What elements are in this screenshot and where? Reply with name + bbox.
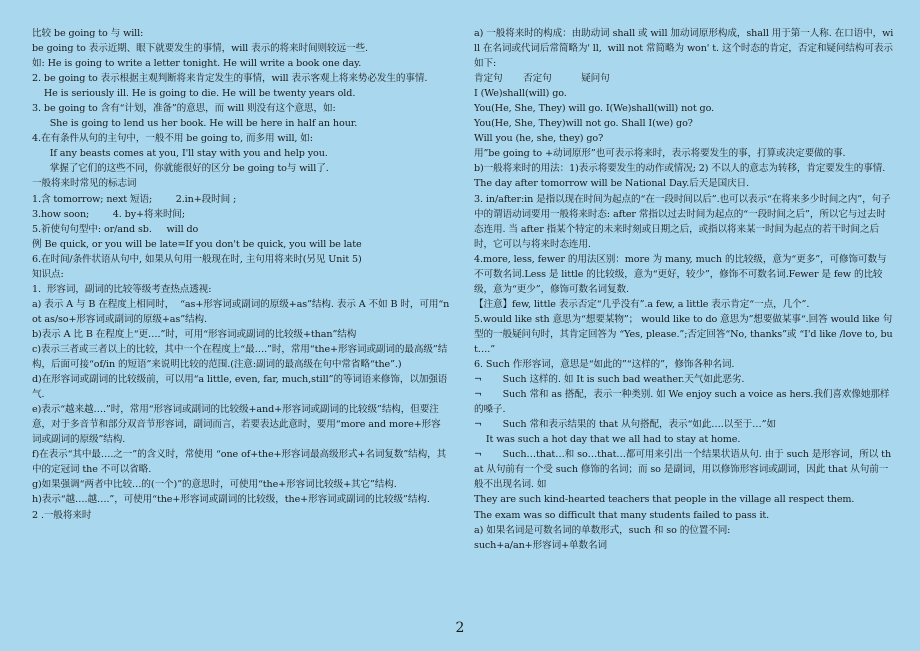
paragraph: 掌握了它们的这些不同，你就能很好的区分 be going to与 will了.	[32, 163, 329, 175]
paragraph: 比较 be going to 与 will:	[32, 28, 144, 39]
paragraph: 1.含 tomorrow; next 短语; 2.in+段时间 ;	[32, 193, 237, 205]
paragraph: You(He, She, They)will not go. Shall I(we) go?	[474, 118, 693, 130]
paragraph: You(He, She, They) will go. I(We)shall(will) not go.	[474, 103, 715, 115]
paragraph: 6. Such 作形容词，意思是“如此的”“这样的”，修饰各种名词.	[474, 359, 735, 371]
paragraph: ¬ Such 常和 as 搭配，表示一种类别. 如 We enjoy such a voice as hers.我们喜欢像她那样的嗓子.	[474, 389, 890, 416]
paragraph: a) 一般将来时的构成：由助动词 shall 或 will 加动词原形构成，shall 用于第一人称. 在口语中，will 在名词或代词后常简略为' ll, will not 常简略为 won' t. 这个时态的肯定，否定和疑问结构可表示如下:	[474, 28, 894, 70]
paragraph: f)在表示“其中最….之一”的含义时，常使用 “one of+the+形容词最高级形式+名词复数”结构，其中的定冠词 the 不可以省略.	[32, 449, 447, 476]
paragraph: g)如果强调“两者中比较…的(一个)”的意思时，可使用“the+形容词比较级+其它”结构.	[32, 479, 397, 491]
paragraph: a) 表示 A 与 B 在程度上相同时， “as+形容词或副词的原级+as”结构. 表示 A 不如 B 时，可用“not as/so+形容词或副词的原级+as”结构.	[32, 298, 450, 325]
paragraph: 3.how soon; 4. by+将来时间;	[32, 208, 186, 220]
paragraph: ¬ Such 常和表示结果的 that 从句搭配，表示“如此….以至于…”如	[474, 419, 776, 431]
paragraph: a) 如果名词是可数名词的单数形式，such 和 so 的位置不同:	[474, 524, 731, 536]
paragraph: 4.在有条件从句的主句中，一般不用 be going to, 而多用 will, 如:	[32, 133, 313, 145]
paragraph: 【注意】few, little 表示否定“几乎没有”.a few, a little 表示肯定“一点，几个”.	[474, 298, 810, 310]
paragraph: b)一般将来时的用法：1)表示将要发生的动作或情况; 2) 不以人的意志为转移，肯定要发生的事情. The day after tomorrow will be National Day.后天是国庆日.	[474, 163, 889, 190]
paragraph: 5.祈使句句型中: or/and sb. will do	[32, 223, 199, 235]
section-heading: 2 .一般将来时	[32, 509, 92, 521]
paragraph: h)表示“越….越….”，可使用“the+形容词或副词的比较级，the+形容词或副词的比较级”结构.	[32, 494, 430, 506]
paragraph: The exam was so difficult that many students failed to pass it.	[474, 509, 770, 521]
paragraph: 肯定句 否定句 疑问句	[474, 73, 610, 85]
paragraph: 1. 形容词，副词的比较等级考查热点透视:	[32, 283, 212, 295]
paragraph: c)表示三者或三者以上的比较，其中一个在程度上“最….”时，常用“the+形容词或副词的最高级”结构，后面可接“of/in 的短语”来说明比较的范围.(注意:副词的最高级在句中常省略“the”.)	[32, 343, 448, 371]
paragraph: 例 Be quick, or you will be late=If you don't be quick, you will be late	[32, 238, 362, 250]
paragraph: b)表示 A 比 B 在程度上“更….”时，可用“形容词或副词的比较级+than”结构	[32, 328, 357, 340]
paragraph: It was such a hot day that we all had to stay at home.	[474, 434, 741, 446]
paragraph: If any beasts comes at you, I'll stay with you and help you.	[32, 148, 328, 160]
paragraph: 4.more, less, fewer 的用法区别：more 为 many, much 的比较级，意为“更多”，可修饰可数与不可数名词.Less 是 little 的比较级，意为“更好，较少”，修饰不可数名词.Fewer 是 few 的比较级，意为“更少”，修饰可数名词复数.	[474, 253, 887, 295]
paragraph: They are such kind-hearted teachers that people in the village all respect them.	[474, 494, 855, 506]
paragraph: 如: He is going to write a letter tonight. He will write a book one day.	[32, 58, 362, 70]
paragraph: ¬ Such…that…和 so…that…都可用来引出一个结果状语从句. 由于 such 是形容词，所以 that 从句前有一个受 such 修饰的名词；而 so 是副词，用以修饰形容词或副词，因此 that 从句前一般不出现名词. 如	[474, 449, 892, 491]
paragraph: ¬ Such 这样的. 如 It is such bad weather.天气如此恶劣.	[474, 374, 745, 386]
paragraph: Will you (he, she, they) go?	[474, 133, 604, 145]
right-text-column	[474, 26, 894, 553]
paragraph: 3. in/after:in 是指以现在时间为起点的“在一段时间以后”.也可以表示“在将来多少时间之内”，句子中的谓语动词要用一般将来时态: after 常指以过去时间为起点的“一段时间之后”，所以它与过去时态连用. 当 after 指某个特定的未来时刻或日期之后，或指以将来某一时间为起点的若干时间之后时，它可以与将来时态连用.	[474, 193, 891, 250]
paragraph: e)表示“越来越….”时，常用“形容词或副词的比较级+and+形容词或副词的比较级”结构，但要注意，对于多音节和部分双音节形容词，副词而言，若要表达此意时，要用“more and more+形容词或副词的原级”结构.	[32, 404, 441, 446]
paragraph: She is going to lend us her book. He will be here in half an hour.	[32, 118, 358, 130]
section-heading: 一般将来时常见的标志词	[32, 178, 137, 190]
left-text-column	[32, 26, 450, 523]
paragraph: be going to 表示近期、眼下就要发生的事情，will 表示的将来时间则较远一些.	[32, 43, 368, 55]
paragraph: d)在形容词或副词的比较级前，可以用“a little, even, far, much,still”的等词语来修饰，以加强语气.	[32, 374, 448, 401]
page-number: 2	[455, 620, 465, 636]
paragraph: 用”be going to +动词原形”也可表示将来时，表示将要发生的事，打算或决定要做的事.	[474, 148, 846, 160]
section-heading: 知识点:	[32, 268, 64, 280]
paragraph: 6.在时间/条件状语从句中, 如果从句用一般现在时, 主句用将来时(另见 Unit 5)	[32, 253, 362, 265]
paragraph: 5.would like sth 意思为“想要某物”； would like to do 意思为”想要做某事“.回答 would like 句型的一般疑问句时，其肯定回答为 “Yes, please.”;否定回答“No, thanks”或 “I'd like /love to, but….”	[474, 313, 893, 355]
paragraph: He is seriously ill. He is going to die. He will be twenty years old.	[32, 88, 356, 100]
paragraph: such+a/an+形容词+单数名词	[474, 539, 607, 551]
paragraph: 2. be going to 表示根据主观判断将来肯定发生的事情，will 表示客观上将来势必发生的事情.	[32, 73, 428, 85]
paragraph: 3. be going to 含有“计划，准备”的意思，而 will 则没有这个意思，如:	[32, 103, 336, 115]
paragraph: I (We)shall(will) go.	[474, 88, 567, 100]
